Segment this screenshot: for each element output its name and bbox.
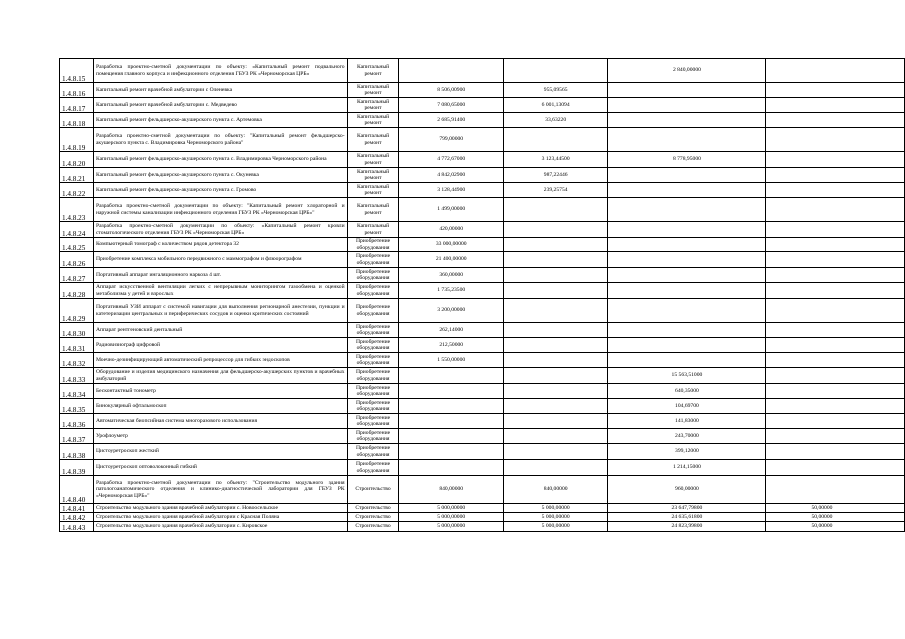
row-value-2 (503, 444, 607, 460)
row-code: 1.4.8.21 (60, 168, 94, 183)
row-value-2 (503, 128, 607, 152)
row-value-1: 360,00000 (399, 268, 503, 283)
row-code: 1.4.8.34 (60, 384, 94, 399)
row-type: Приобретение оборудования (347, 353, 399, 368)
row-value-4 (766, 238, 905, 252)
row-name: Аппарат рентгеновский дентальный (93, 323, 347, 338)
row-type: Приобретение оборудования (347, 414, 399, 429)
row-type: Приобретение оборудования (347, 444, 399, 460)
row-value-4 (766, 460, 905, 476)
row-value-3: 23 647,79800 (608, 504, 766, 513)
row-value-4 (766, 268, 905, 283)
row-value-2 (503, 429, 607, 444)
row-code: 1.4.8.22 (60, 183, 94, 198)
row-type: Приобретение оборудования (347, 268, 399, 283)
row-value-1: 2 685,91400 (399, 113, 503, 128)
row-value-2 (503, 384, 607, 399)
row-code: 1.4.8.38 (60, 444, 94, 460)
row-type: Капитальный ремонт (347, 83, 399, 98)
row-value-3 (608, 128, 766, 152)
row-value-2 (503, 460, 607, 476)
row-type: Приобретение оборудования (347, 399, 399, 414)
row-value-2: 5 000,00000 (503, 513, 607, 522)
row-value-4 (766, 338, 905, 353)
row-value-3: 243,70000 (608, 429, 766, 444)
row-value-1: 212,50000 (399, 338, 503, 353)
row-value-3 (608, 198, 766, 222)
row-value-3 (608, 168, 766, 183)
table-row (60, 504, 905, 513)
row-value-4: 50,00000 (766, 513, 905, 522)
row-code: 1.4.8.32 (60, 353, 94, 368)
row-code: 1.4.8.43 (60, 522, 94, 532)
row-value-3: 8 778,95000 (608, 152, 766, 168)
row-value-3 (608, 238, 766, 252)
row-value-3: 640,35000 (608, 384, 766, 399)
table-row (60, 113, 905, 128)
row-code: 1.4.8.42 (60, 513, 94, 522)
row-value-4 (766, 252, 905, 268)
table-row (60, 399, 905, 414)
row-code: 1.4.8.33 (60, 368, 94, 384)
row-code: 1.4.8.27 (60, 268, 94, 283)
row-code: 1.4.8.15 (60, 59, 94, 83)
row-type: Капитальный ремонт (347, 128, 399, 152)
row-value-2 (503, 222, 607, 238)
row-name: Аппарат искусственной вентиляции легких с непрерывным мониторингом газообмена и оценкой метаболизма у детей и взрослых (93, 283, 347, 299)
row-value-4 (766, 168, 905, 183)
row-type: Строительство (347, 476, 399, 504)
row-value-1 (399, 399, 503, 414)
row-name: Компьютерный томограф с количеством рядов детектора 32 (93, 238, 347, 252)
row-name: Разработка проектно-сметной документации по объекту: «Капитальный ремонт кровли стоматологического отделения ГБУЗ РК «Черноморская ЦРБ» (93, 222, 347, 238)
row-value-2: 955,09565 (503, 83, 607, 98)
row-value-3: 399,12000 (608, 444, 766, 460)
budget-table (59, 58, 905, 532)
row-code: 1.4.8.16 (60, 83, 94, 98)
row-value-4 (766, 444, 905, 460)
table-row (60, 238, 905, 252)
row-code: 1.4.8.17 (60, 98, 94, 113)
row-value-1 (399, 414, 503, 429)
row-value-3 (608, 83, 766, 98)
row-name: Разработка проектно-сметной документации по объекту: "Капитальный ремонт фельдшерско-акушерского пункта с. Владимировка Черноморского района" (93, 128, 347, 152)
row-name: Строительство модульного здания врачебной амбулатории с Красная Поляна (93, 513, 347, 522)
row-name: Капитальный ремонт фельдшерско-акушерского пункта с. Громово (93, 183, 347, 198)
row-name: Цистоуретроскоп жесткий (93, 444, 347, 460)
row-value-3 (608, 252, 766, 268)
row-type: Приобретение оборудования (347, 460, 399, 476)
row-value-3: 15 563,51000 (608, 368, 766, 384)
table-row (60, 414, 905, 429)
row-value-4 (766, 384, 905, 399)
row-name: Радиовизиограф цифровой (93, 338, 347, 353)
row-type: Капитальный ремонт (347, 152, 399, 168)
row-value-3: 24 635,61800 (608, 513, 766, 522)
table-row (60, 429, 905, 444)
table-row (60, 198, 905, 222)
row-type: Приобретение оборудования (347, 238, 399, 252)
row-value-1: 21 400,00000 (399, 252, 503, 268)
row-value-4 (766, 399, 905, 414)
row-value-2 (503, 338, 607, 353)
row-name: Бинокулярный офтальмоскоп (93, 399, 347, 414)
table-row (60, 522, 905, 532)
row-value-2 (503, 198, 607, 222)
row-type: Приобретение оборудования (347, 368, 399, 384)
row-value-3 (608, 323, 766, 338)
row-code: 1.4.8.39 (60, 460, 94, 476)
row-name: Моечно-дезинфицирующий автоматический репроцессор для гибких эндоскопов (93, 353, 347, 368)
table-row (60, 59, 905, 83)
row-value-1: 3 200,00000 (399, 299, 503, 323)
row-value-1: 8 506,00900 (399, 83, 503, 98)
row-value-4 (766, 353, 905, 368)
row-value-1: 262,14000 (399, 323, 503, 338)
table-row (60, 460, 905, 476)
row-value-4: 50,00000 (766, 504, 905, 513)
row-name: Разработка проектно-сметной документации по объекту: «Капитальный ремонт подвального помещения главного корпуса и инфекционного отделения ГБУЗ РК «Черноморская ЦРБ» (93, 59, 347, 83)
row-value-1: 4 772,67000 (399, 152, 503, 168)
row-value-3 (608, 353, 766, 368)
row-value-1: 420,00000 (399, 222, 503, 238)
row-name: Портативный аппарат ингаляционного наркоза 4 шт. (93, 268, 347, 283)
table-row (60, 168, 905, 183)
row-value-1 (399, 368, 503, 384)
row-code: 1.4.8.26 (60, 252, 94, 268)
row-value-1: 5 000,00000 (399, 522, 503, 532)
row-value-2 (503, 59, 607, 83)
row-value-3: 960,00000 (608, 476, 766, 504)
row-value-2 (503, 238, 607, 252)
row-code: 1.4.8.31 (60, 338, 94, 353)
row-code: 1.4.8.28 (60, 283, 94, 299)
row-value-4 (766, 429, 905, 444)
row-value-1: 7 080,65000 (399, 98, 503, 113)
row-value-4 (766, 198, 905, 222)
row-value-3 (608, 183, 766, 198)
row-value-4 (766, 299, 905, 323)
row-name: Оборудование и изделия медицинского назначения для фельдшерско-акушерских пунктов и врачебных амбулаторий (93, 368, 347, 384)
row-value-2 (503, 299, 607, 323)
row-name: Приобретение комплекса мобильного передвижного с маммографом и флюорографом (93, 252, 347, 268)
row-type: Приобретение оборудования (347, 384, 399, 399)
row-value-4 (766, 323, 905, 338)
row-code: 1.4.8.37 (60, 429, 94, 444)
row-value-1: 799,00000 (399, 128, 503, 152)
row-name: Цистоуретроскоп оптоволоконный гибкий (93, 460, 347, 476)
row-type: Строительство (347, 522, 399, 532)
row-type: Приобретение оборудования (347, 323, 399, 338)
row-value-1 (399, 460, 503, 476)
row-value-1: 1 735,23500 (399, 283, 503, 299)
row-type: Строительство (347, 504, 399, 513)
row-value-2 (503, 252, 607, 268)
row-type: Приобретение оборудования (347, 299, 399, 323)
row-code: 1.4.8.24 (60, 222, 94, 238)
row-value-4 (766, 368, 905, 384)
row-type: Капитальный ремонт (347, 222, 399, 238)
row-value-4 (766, 152, 905, 168)
row-value-2: 5 000,00000 (503, 504, 607, 513)
row-value-3: 24 823,99800 (608, 522, 766, 532)
row-code: 1.4.8.18 (60, 113, 94, 128)
row-type: Приобретение оборудования (347, 338, 399, 353)
row-value-4 (766, 414, 905, 429)
table-row (60, 83, 905, 98)
row-value-1: 3 128,44900 (399, 183, 503, 198)
row-code: 1.4.8.35 (60, 399, 94, 414)
row-type: Приобретение оборудования (347, 252, 399, 268)
row-value-1 (399, 429, 503, 444)
row-value-3: 2 840,00000 (608, 59, 766, 83)
row-name: Бесконтактный тонометр (93, 384, 347, 399)
row-value-4 (766, 476, 905, 504)
row-value-1: 1 499,00000 (399, 198, 503, 222)
row-value-4 (766, 283, 905, 299)
table-row (60, 283, 905, 299)
table-row (60, 183, 905, 198)
row-code: 1.4.8.20 (60, 152, 94, 168)
row-type: Капитальный ремонт (347, 98, 399, 113)
row-value-3 (608, 268, 766, 283)
row-value-2 (503, 368, 607, 384)
table-row (60, 152, 905, 168)
table-row (60, 476, 905, 504)
table-row (60, 98, 905, 113)
row-value-2 (503, 283, 607, 299)
row-code: 1.4.8.41 (60, 504, 94, 513)
table-row (60, 128, 905, 152)
table-row (60, 444, 905, 460)
table-row (60, 353, 905, 368)
row-value-3 (608, 299, 766, 323)
row-value-1: 1 550,00000 (399, 353, 503, 368)
row-value-2: 6 001,13094 (503, 98, 607, 113)
row-value-4 (766, 222, 905, 238)
row-type: Приобретение оборудования (347, 283, 399, 299)
row-value-3: 104,69700 (608, 399, 766, 414)
row-value-2: 987,22446 (503, 168, 607, 183)
row-name: Капитальный ремонт фельдшерско-акушерского пункта с. Артемовка (93, 113, 347, 128)
row-value-3 (608, 98, 766, 113)
row-type: Капитальный ремонт (347, 183, 399, 198)
row-value-1: 840,00000 (399, 476, 503, 504)
row-name: Разработка проектно-сметной документации по объекту: "Капитальный ремонт хлораторной и наружной системы канализации инфекционного отделения ГБУЗ РК «Черноморская ЦРБ»" (93, 198, 347, 222)
row-code: 1.4.8.36 (60, 414, 94, 429)
table-row (60, 222, 905, 238)
row-code: 1.4.8.23 (60, 198, 94, 222)
row-code: 1.4.8.19 (60, 128, 94, 152)
row-value-1: 4 842,02900 (399, 168, 503, 183)
table-row (60, 368, 905, 384)
row-value-3 (608, 113, 766, 128)
row-name: Строительство модульного здания врачебной амбулатории с. Кировское (93, 522, 347, 532)
row-value-2: 840,00000 (503, 476, 607, 504)
row-code: 1.4.8.29 (60, 299, 94, 323)
row-type: Приобретение оборудования (347, 429, 399, 444)
row-type: Строительство (347, 513, 399, 522)
row-value-2 (503, 323, 607, 338)
row-value-2 (503, 353, 607, 368)
table-row (60, 299, 905, 323)
row-name: Капитальный ремонт фельдшерско-акушерского пункта с. Владимировка Черноморского района (93, 152, 347, 168)
row-name: Капитальный ремонт врачебной амбулатории с Оленевка (93, 83, 347, 98)
row-code: 1.4.8.30 (60, 323, 94, 338)
row-type: Капитальный ремонт (347, 113, 399, 128)
row-value-3 (608, 283, 766, 299)
row-value-4 (766, 113, 905, 128)
row-name: Урофлоуметр (93, 429, 347, 444)
row-value-1: 33 000,00000 (399, 238, 503, 252)
row-value-1 (399, 444, 503, 460)
row-value-3: 141,83000 (608, 414, 766, 429)
row-value-2: 239,25754 (503, 183, 607, 198)
row-value-2 (503, 414, 607, 429)
table-row (60, 323, 905, 338)
row-name: Капитальный ремонт фельдшерско-акушерского пункта с. Окуневка (93, 168, 347, 183)
row-name: Разработка проектно-сметной документации по объекту: "Строительство модульного здания патологоанатомического отделения и клинико-диагностической лаборатории для ГБУЗ РК «Черноморская ЦРБ»" (93, 476, 347, 504)
row-name: Строительство модульного здания врачебной амбулатории с. Новоосельское (93, 504, 347, 513)
row-value-1 (399, 384, 503, 399)
row-name: Портативный УЗИ аппарат с системой навигации для выполнения регионарной анестезии, пункции и катетеризации центральных и периферических сосудов и оценки критических состояний (93, 299, 347, 323)
row-value-3 (608, 338, 766, 353)
row-value-2 (503, 268, 607, 283)
table-row (60, 513, 905, 522)
row-value-2: 33,63220 (503, 113, 607, 128)
row-name: Автоматическая биопсийная система многоразового использования (93, 414, 347, 429)
row-value-1: 5 000,00000 (399, 513, 503, 522)
row-value-4: 50,00000 (766, 522, 905, 532)
row-value-4 (766, 83, 905, 98)
row-code: 1.4.8.40 (60, 476, 94, 504)
row-value-4 (766, 128, 905, 152)
row-value-3: 1 214,15000 (608, 460, 766, 476)
row-type: Капитальный ремонт (347, 198, 399, 222)
table-row (60, 384, 905, 399)
row-type: Капитальный ремонт (347, 168, 399, 183)
table-row (60, 252, 905, 268)
row-value-3 (608, 222, 766, 238)
table-row (60, 268, 905, 283)
table-row (60, 338, 905, 353)
row-value-4 (766, 98, 905, 113)
row-value-2 (503, 399, 607, 414)
row-name: Капитальный ремонт врачебной амбулатории с. Медведево (93, 98, 347, 113)
row-value-2: 5 000,00000 (503, 522, 607, 532)
row-value-1: 5 000,00000 (399, 504, 503, 513)
row-type: Капитальный ремонт (347, 59, 399, 83)
row-value-4 (766, 59, 905, 83)
row-value-1 (399, 59, 503, 83)
row-value-2: 3 123,44500 (503, 152, 607, 168)
row-code: 1.4.8.25 (60, 238, 94, 252)
row-value-4 (766, 183, 905, 198)
